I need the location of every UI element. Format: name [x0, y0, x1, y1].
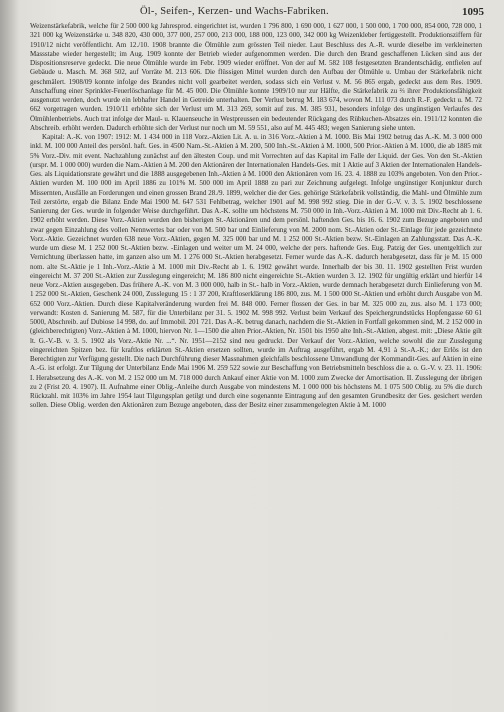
paragraph-company-history: Weizenstärkefabrik, welche für 2 500 000 kg Jahresprod. eingerichtet ist, wurden 1 796 800, 1 690 000, 1 627 000, 1 500 000, 1 700 000, 854 000, 728 000, 1 321 000 kg Weizenstärke u. 348 820, 430 000, 377 000, 257 000, 213 000, 188 000, 123 000, 342 000 kg Weizenkleber fertiggestellt. Produktionsziffern für 1910/12 nicht veröffentlicht. Am 12./10. 1908 brannte die Ölmühle zum grössten Teil nieder. Laut Beschluss des A.-R. wurde dieselbe im verkleinerten Massstabe wieder hergestellt; im Aug. 1909 konnte der Betrieb wieder aufgenommen werden. Die durch den Brand geschaffenen Lücken sind aus der Dispositionsreserve gedeckt. Die neue Ölmühle wurde im Febr. 1909 wieder eröffnet. Von der auf M. 582 108 festgesetzten Brandentschädig. entfielen auf Gebäude u. Masch. M. 368 502, auf Vorräte M. 213 606. Die flüssigen Mittel wurden durch den Aufbau der Ölmühle u. Umbau der Stärkefabrik nicht geschmälert. 1908/09 konnte infolge des Brandes nicht voll gearbeitet werden, sodass sich ein Verlust v. M. 56 865 ergab, gedeckt aus dem Res. 1909. Anschaffung einer Sprinkler-Feuerlöschanlage für M. 45 000. Die Ölmühle konnte 1909/10 nur zur Hälfte, die Stärkefabrik zu ⅔ ihrer Produktionsfähigkeit ausgenutzt werden, doch wurde ein lebhafter Handel in Getreide unterhalten. Der Verlust betrug M. 183 674, wovon M. 111 073 durch R.-F. gedeckt u. M. 72 662 vorgetragen wurden. 1910/11 erhöhte sich der Verlust um M. 313 269, somit auf zus. M. 385 931, besonders infolge des ungünstigen Verlaufes des Ölmühlenbetriebs. Auch trat infolge der Maul- u. Klauenseuche in Westpreussen ein bedeutender Rückgang des Rübkuchen-Absatzes ein. 1911/12 konnten die Abschreib. erhöht werden. Dadurch erhöhte sich der Verlust nur noch um M. 59 551, also auf M. 445 483; wegen Sanierung siehe unten.: [30, 22, 482, 132]
paragraph-capital: Kapital: A.-K. von 1907: 1912: M. 1 434 000 in 118 Vorz.-Aktien Lit. A. u. in 316 Vorz.-Aktien à M. 1000. Bis Mai 1902 betrug das A.-K. M. 3 000 000 inkl. M. 100 000 Anteil des persönl. haft. Ges. in 4500 Nam.-St.-Aktien à M. 200, 500 Inh.-St.-Aktien à M. 1000, 500 Prior.-Aktien à M. 1000, die ab 1885 mit 5% Vorz.-Div. mit event. Nachzahlung zunächst auf den ältesten Coup. und mit Vorrechten auf das Kapital im Falle der Liquid. der Ges. Von den St.-Aktien (urspr. M. 1 000 000) wurden die Nam.-Aktien à M. 200 den Aktionären der Internationalen Handels-Ges. mit 1 Aktie auf 3 Aktien der Internationalen Handels-Ges. als Liquidationsrate gewährt und die 1888 ausgegebenen Inh.-Aktien à M. 1000 den Aktionären vom 16. 23. 4. 1888 zu 103% angeboten. Von den Prior.-Aktien wurden M. 100 000 im April 1886 zu 101% M. 500 000 im April 1888 zu pari zur Zeichnung aufgelegt. Infolge ungünstiger Konjunktur durch Missernten, Ausfälle an Forderungen und einen grossen Brand 28./9. 1899, welcher die der Ges. gehörige Stärkefabrik vollständig, die Mahl- und Ölmühle zum Teil zerstörte, ergab die Bilanz Ende Mai 1900 M. 647 531 Fehlbetrag, welcher 1901 auf M. 998 992 stieg. Die in der G.-V. v. 3. 5. 1902 beschlossene Sanierung der Ges. wurde in folgender Weise durchgeführt. Das A.-K. sollte um höchstens M. 750 000 in Inh.-Vorz.-Aktien à M. 1000 mit Div.-Recht ab 1. 6. 1902 erhöht werden. Diese Vorz.-Aktien wurden den bisherigen St.-Aktionären und dem persönl. haftenden Ges. bis 16. 6. 1902 zum Bezuge angeboten und zwar gegen Einzahlung des vollen Nennwertes bar oder von M. 500 bar und Einlieferung von M. 2000 nom. St.-Aktien oder St.-Einlage für jede gezeichnete Vorz.-Aktie. Gezeichnet wurden 638 neue Vorz.-Aktien, gegen M. 325 000 bar und M. 1 252 000 St.-Aktien bezw. St.-Einlagen an Zahlungsstatt. Das A.-K. wurde um diese M. 1 252 000 St.-Aktien bezw. -Einlagen und weiter um M. 24 000, welche der pers. haftende Ges. Eug. Patzig der Ges. unentgeltlich zur Vernichtung überlassen hatte, im ganzen also um M. 1 276 000 St.-Aktien herabgesetzt. Ferner wurde das A.-K. dadurch herabgesetzt, dass für je M. 15 000 nom. alte St.-Aktie je 1 Inh.-Vorz.-Aktie à M. 1000 mit Div.-Recht ab 1. 6. 1902 gewährt wurde. Innerhalb der bis 30. 11. 1902 gestellten Frist wurden eingereicht M. 37 200 St.-Aktien zur Zusslegung eingereicht; M. 186 800 nicht eingereichte St.-Aktien wurden 3. 12. 1902 für ungültig erklärt und hierfür 14 neue Vorz.-Aktien ausgegeben. Das frühere A.-K. von M. 3 000 000, halb in St.- halb in Vorz.-Aktien, wurde demnach herabgesetzt durch Einlieferung von M. 1 252 000 St.-Aktien, Geschenk 24 000, Zusslegung 15 : 1 37 200, Kraftloserklärung 186 800, zus. M. 1 500 000 St.-Aktien und erhöht durch Ausgabe von M. 652 000 Vorz.-Aktien. Durch diese Kapitalveränderung wurden frei M. 848 000. Ferner flossen der Ges. in bar M. 325 000 zu, zus. also M. 1 173 000; verwandt: Kosten d. Sanierung M. 587, für die Unterbilanz per 31. 5. 1902 M. 998 992. Verlust beim Verkauf des Speichergrundstücks Hopfengasse 60 61 5000, Abschreib. auf Dubiose 14 998, do. auf Immobil. 201 721. Das A.-K. betrug danach, nachdem die St.-Aktien in Fortfall gekommen sind, M. 2 152 000 in (gleichberechtigten) Vorz.-Aktien à M. 1000, hiervon Nr. 1—1500 die alten Prior.-Aktien, Nr. 1501 bis 1950 alte Inh.-St.-Aktien, abgest. mit: „Diese Aktie gilt lt. G.-V.-B. v. 3. 5. 1902 als Vorz.-Aktie Nr. ...“. Nr. 1951—2152 sind neu gedruckt. Der Verkauf der Vorz.-Aktien, welche sowohl die zur Zusslegung eingereichten Spitzen bez. für kraftlos erklärten St.-Aktien ersetzen sollten, wurde im Auftrag ausgeführt, ergab M. 4,91 à St.-A.-K.; der Erlös ist den Berechtigten zur Verfügung gestellt. Die nach Durchführung dieser Massnahmen gleichfalls beschlossene Umwandlung der Kommandit-Ges. auf Aktien in eine A.-G. ist erfolgt. Zur Tilgung der Unterbilanz Ende Mai 1906 M. 259 522 sowie zur Beschaffung von Betriebsmitteln beschloss die a. o. G.-V. v. 23. 11. 1906: I. Herabsetzung des A.-K. von M. 2 152 000 um M. 718 000 durch Ankauf einer Aktie von M. 1000 zum Zwecke der Amortisation. II. Zusslegung der übrigen zu 2 (Frist 20. 4. 1907). II. Aufnahme einer Oblig.-Anleihe durch Ausgabe von mindestens M. 1 000 000 bis höchstens M. 1 075 500 Oblig. zu 5% die durch Rückzahl. mit 103% im Jahre 1954 laut Tilgungsplan getilgt und durch eine sogenannte Eintragung auf den gesamten Grundbesitz der Ges. gesichert werden sollen. Diese Oblig. werden den Aktionären zum Bezuge angeboten, dass der Besitz einer zusammengelegten Aktie à M. 1000: [30, 133, 482, 410]
body-text: [30, 22, 482, 708]
running-head: Öl-, Seifen-, Kerzen- und Wachs-Fabriken.: [140, 6, 329, 17]
binding-shadow: [0, 0, 20, 712]
page-header: [30, 6, 484, 20]
page-number: 1095: [462, 6, 484, 18]
